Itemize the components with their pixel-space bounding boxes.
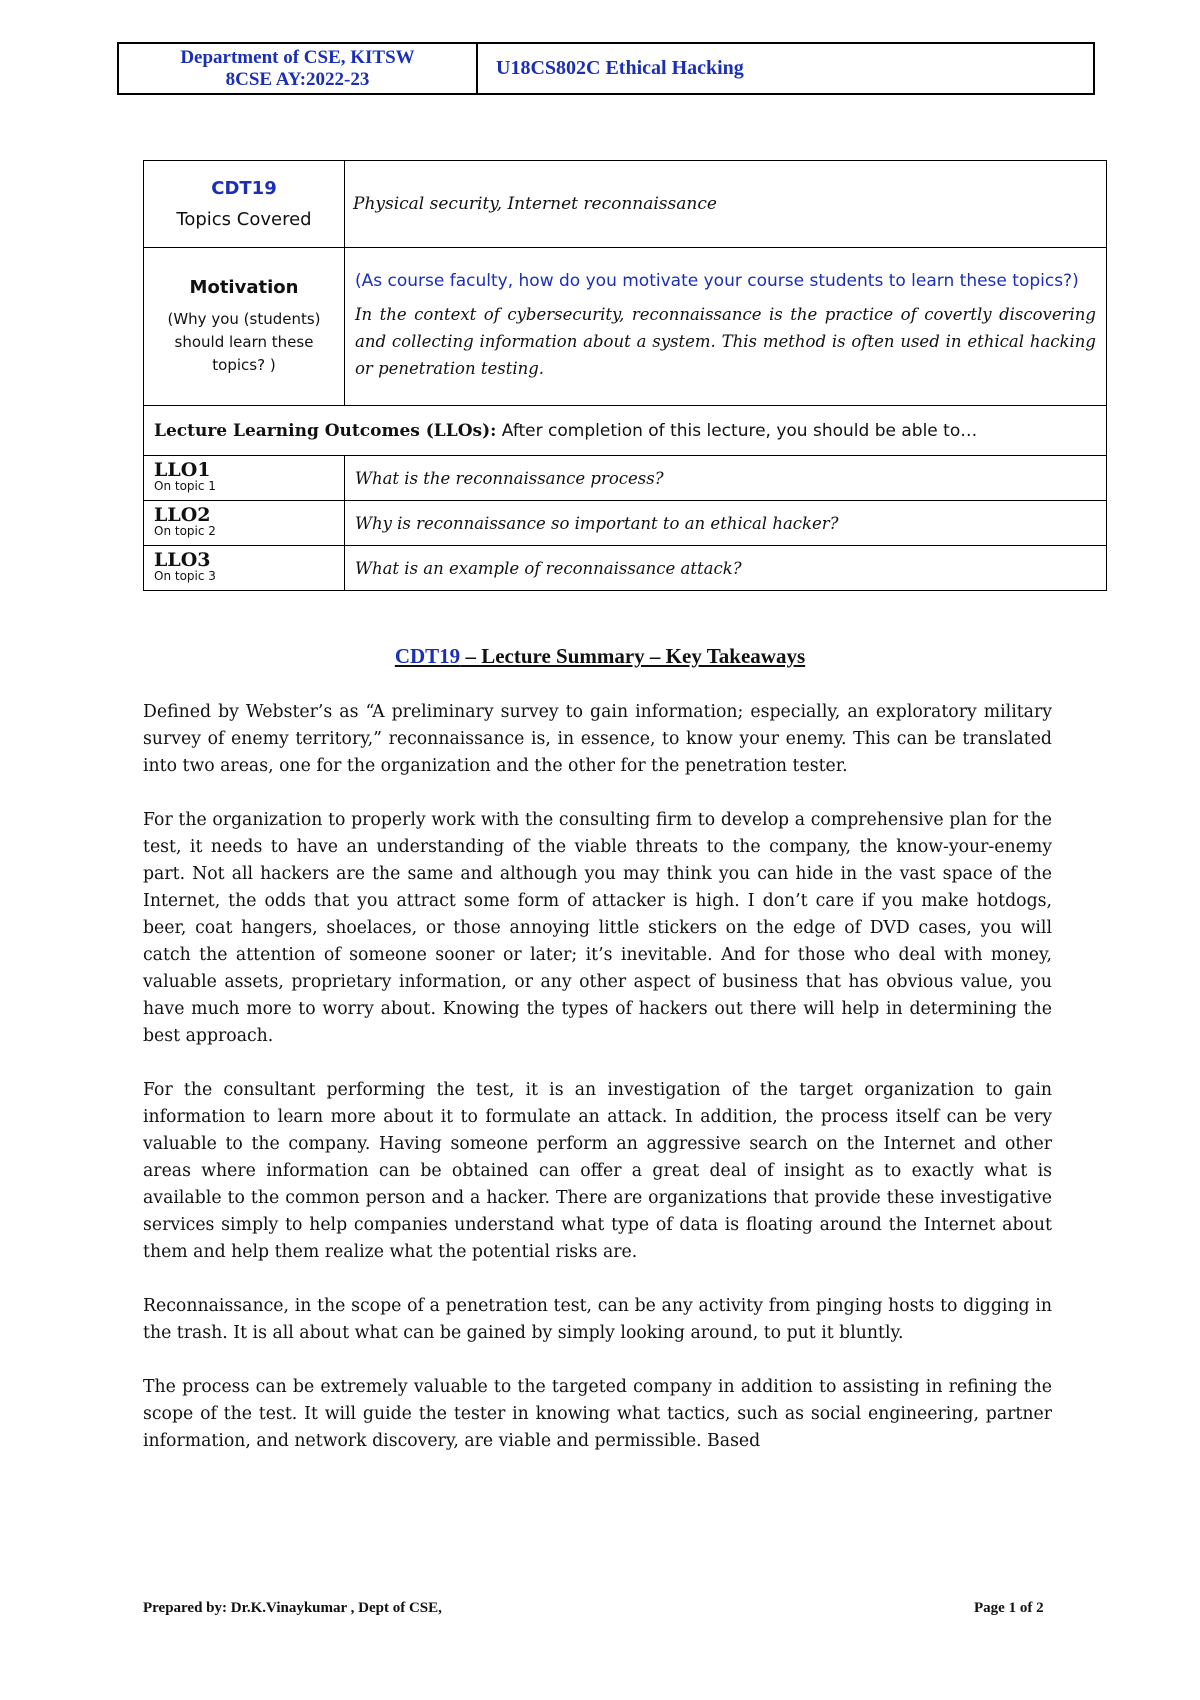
motivation-cell (144, 248, 345, 406)
motivation-question: (As course faculty, how do you motivate your course students to learn these topics?) (355, 270, 1079, 291)
llo-id-cell (144, 501, 345, 546)
academic-year: 8CSE AY:2022-23 (225, 68, 370, 90)
llo-heading-row (144, 406, 1107, 456)
footer-prepared-by: Prepared by: Dr.K.Vinaykumar , Dept of CSE, (143, 1600, 442, 1616)
motivation-row (144, 248, 1107, 406)
cdt-cell (144, 161, 345, 248)
summary-title (0, 644, 1200, 669)
cdt-code: CDT19 (211, 178, 277, 199)
topics-row (144, 161, 1107, 248)
llo-heading-rest: After completion of this lecture, you should be able to… (496, 420, 978, 441)
llo-heading (144, 406, 1107, 456)
llo-id: LLO3 (154, 549, 211, 571)
department-cell (119, 44, 478, 93)
course-title: U18CS802C Ethical Hacking (496, 57, 744, 79)
motivation-title: Motivation (189, 276, 299, 298)
llo-text: What is an example of reconnaissance attack? (345, 546, 1107, 591)
llo-id: LLO1 (154, 459, 211, 481)
summary-paragraph: For the consultant performing the test, it is an investigation of the target organization to gain information to learn more about it to formulate an attack. In addition, the process itself can be very valuable to the company. Having someone perform an aggressive search on the Internet and other areas where information can be obtained can offer a great deal of insight as to exactly what is available to the common person and a hacker. There are organizations that provide these investigative services simply to help companies understand what type of data is floating around the Internet about them and help them realize what the potential risks are. (143, 1080, 1052, 1262)
llo-topic: On topic 1 (154, 479, 216, 493)
department-name: Department of CSE, KITSW (180, 46, 415, 68)
llo-text: Why is reconnaissance so important to an ethical hacker? (345, 501, 1107, 546)
motivation-subtitle: (Why you (students) should learn these topics? ) (167, 309, 321, 374)
llo-id-cell (144, 546, 345, 591)
course-cell (478, 44, 1093, 93)
document-header (117, 42, 1095, 95)
motivation-text: In the context of cybersecurity, reconnaissance is the practice of covertly discovering and collecting information about a system. This method is often used in ethical hacking or penetration testing. (355, 304, 1096, 378)
topics-label: Topics Covered (176, 209, 312, 230)
llo-text: What is the reconnaissance process? (345, 456, 1107, 501)
llo-id: LLO2 (154, 504, 211, 526)
lecture-info-table (143, 160, 1107, 591)
summary-title-rest: – Lecture Summary – Key Takeaways (460, 644, 806, 668)
llo-topic: On topic 3 (154, 569, 216, 583)
motivation-content (345, 248, 1107, 406)
footer-page-number: Page 1 of 2 (974, 1600, 1044, 1616)
llo-heading-bold: Lecture Learning Outcomes (LLOs): (154, 420, 497, 441)
topics-value: Physical security, Internet reconnaissance (345, 161, 1107, 248)
summary-title-code: CDT19 (394, 644, 461, 668)
summary-paragraph: Defined by Webster’s as “A preliminary survey to gain information; especially, an exploratory military survey of enemy territory,” reconnaissance is, in essence, to know your enemy. This can be translated into two areas, one for the organization and the other for the penetration tester. (143, 702, 1052, 776)
llo-row (144, 546, 1107, 591)
llo-row (144, 456, 1107, 501)
summary-paragraph: For the organization to properly work with the consulting firm to develop a comprehensive plan for the test, it needs to have an understanding of the viable threats to the company, the know-your-enemy part. Not all hackers are the same and although you may think you can hide in the vast space of the Internet, the odds that you attract some form of attacker is high. I don’t care if you make hotdogs, beer, coat hangers, shoelaces, or those annoying little stickers on the edge of DVD cases, you will catch the attention of someone sooner or later; it’s inevitable. And for those who deal with money, valuable assets, proprietary information, or any other aspect of business that has obvious value, you have much more to worry about. Knowing the types of hackers out there will help in determining the best approach. (143, 810, 1052, 1046)
llo-topic: On topic 2 (154, 524, 216, 538)
llo-row (144, 501, 1107, 546)
summary-body (143, 699, 1052, 1482)
llo-id-cell (144, 456, 345, 501)
summary-paragraph: Reconnaissance, in the scope of a penetration test, can be any activity from pinging hosts to digging in the trash. It is all about what can be gained by simply looking around, to put it bluntly. (143, 1296, 1052, 1343)
summary-paragraph: The process can be extremely valuable to the targeted company in addition to assisting in refining the scope of the test. It will guide the tester in knowing what tactics, such as social engineering, partner information, and network discovery, are viable and permissible. Based (143, 1377, 1052, 1451)
